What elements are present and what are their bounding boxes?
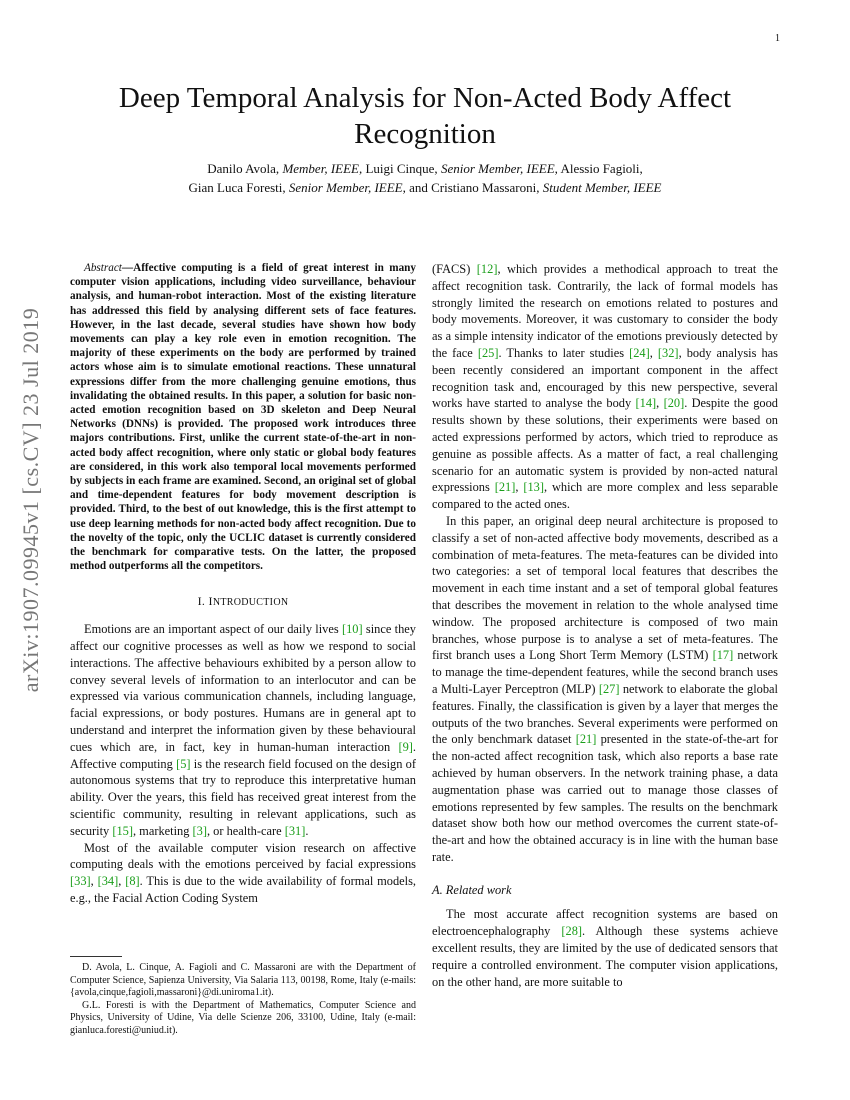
- left-column: [70, 261, 416, 907]
- citation-link[interactable]: [9]: [398, 739, 413, 754]
- citation-link[interactable]: [32]: [657, 345, 679, 360]
- text-span: ,: [90, 874, 98, 889]
- citation-link[interactable]: [3]: [192, 823, 207, 838]
- citation-link[interactable]: [13]: [523, 480, 544, 495]
- text-span: The most accurate affect recognition systems are based on electroencephalography: [432, 907, 778, 939]
- citation-link[interactable]: [31]: [284, 823, 306, 838]
- author-affiliation: Member, IEEE,: [282, 161, 363, 176]
- citation-link[interactable]: [10]: [341, 622, 363, 637]
- text-span: (FACS): [432, 262, 477, 276]
- author-affiliation: Student Member, IEEE: [542, 180, 662, 195]
- citation-link[interactable]: [15]: [112, 823, 133, 838]
- text-span: Most of the available computer vision research on affective computing deals with the emotions perceived by facial expressions: [70, 840, 416, 872]
- citation-link[interactable]: [8]: [125, 874, 140, 889]
- text-span: Luigi Cinque,: [362, 161, 441, 176]
- citation-link[interactable]: [5]: [176, 756, 191, 771]
- text-span: Gian Luca Foresti,: [188, 180, 289, 195]
- author-line-1: [80, 159, 770, 178]
- text-span: . Affective computing: [70, 739, 416, 771]
- text-span: . Thanks to later studies: [498, 345, 630, 360]
- text-span: presented in the state-of-the-art for the non-acted affect recognition task, which also reports a base rate achieved by human observers. In the network training phase, a data augmentation phase was carried out to manage those classes of emotions represented by few samples. The results on the benchmark dataset show both how our method overcomes the current state-of-the-art and how the obtained accuracy is in line with the human base rate.: [432, 732, 778, 864]
- author-line-2: [80, 178, 770, 197]
- text-span: , marketing: [132, 823, 193, 838]
- text-span: , body analysis has been recently considered an important component in the affect recognition task and, encouraged by this new perspective, several works have started to analyse the body: [432, 345, 778, 411]
- text-span: . Despite the good results shown by these solutions, their experiments were based on acted expressions performed by actors, which tried to reproduce as genuine as possible affects. As a matter of fact, a real challenging scenario for an automatic system is provided by non-acted natural expressions: [432, 396, 778, 495]
- text-span: In this paper, an original deep neural architecture is proposed to classify a set of non-acted affective body movements, described as a combination of meta-features. The meta-features can be divided into two categories: a set of temporal local features that describes the movement in each time instant and a set of temporal global features that describes the movement in relation to the whole analysed time window. The proposed architecture is composed of two main branches, whose purpose is to analyse a set of meta-features. The first branch uses a Long Short Term Memory (LSTM): [432, 513, 778, 663]
- text-span: ,: [656, 396, 664, 411]
- citation-link[interactable]: [21]: [575, 732, 597, 747]
- introduction-body: [70, 621, 416, 907]
- text-span: , which provides a methodical approach to treat the affect recognition task. Contrarily, the lack of formal models has strongly limited the research on emotions related to postures and body movements. Moreover, it was customary to consider the body as a simple intensity indicator of the emotions previously detected by the face: [432, 262, 778, 360]
- paper-title: Deep Temporal Analysis for Non-Acted Body Affect Recognition: [118, 82, 732, 150]
- abstract-text: —Affective computing is a field of great interest in many computer vision applications, including video surveillance, behaviour analysis, and human-robot interaction. Most of the existing literature has addressed this field by analysing different sets of face features. However, in the last decade, several studies have shown how body movements can play a key role even in emotion recognition. The majority of these experiments on the body are performed by trained actors whose aim is to simulate emotional reactions. These unnatural expressions differ from the more challenging genuine emotions, thus invalidating the obtained results. In this paper, a solution for basic non-acted emotion recognition based on 3D skeleton and Deep Neural Networks (DNNs) is provided. The proposed work introduces three majors contributions. First, unlike the current state-of-the-art in non-acted body affect recognition, where only static or global body features are considered, in this work also temporal local movements performed by subjects in each frame are examined. Second, an original set of global and time-dependent features for body movement description is provided. Third, to the best of out knowledge, this is the first attempt to use deep learning methods for non-acted body affect recognition. Due to the novelty of the topic, only the UCLIC dataset is currently considered the benchmark for comparative tests. On the latter, the proposed method outperforms all the competitors.: [70, 262, 416, 573]
- footnote: G.L. Foresti is with the Department of Mathematics, Computer Science and Physics, University of Udine, Via delle Scienze 206, 33100, Udine, Italy (e-mail: gianluca.foresti@uniud.it).: [70, 999, 416, 1036]
- text-span: . Although these systems achieve excellent results, they are limited by the use of dedicated sensors that require a controlled environment. The computer vision applications, on the other hand, are more suitable to: [432, 924, 778, 989]
- text-span: network to manage the time-dependent features, while the second branch uses a Multi-Layer Perceptron (MLP): [432, 648, 779, 696]
- citation-link[interactable]: [27]: [598, 681, 620, 696]
- related-work-body: [432, 906, 778, 990]
- abstract-label: Abstract: [84, 262, 122, 274]
- text-span: .: [305, 823, 309, 838]
- text-span: and Cristiano Massaroni,: [405, 180, 543, 195]
- author-list: [80, 159, 770, 197]
- citation-link[interactable]: [14]: [635, 396, 657, 411]
- text-span: Alessio Fagioli,: [557, 161, 643, 176]
- section-heading-introduction: I. INTRODUCTION: [197, 594, 289, 609]
- citation-link[interactable]: [12]: [476, 262, 498, 276]
- right-column: [432, 261, 778, 990]
- text-span: ,: [118, 874, 126, 889]
- footnote-rule: [70, 956, 122, 957]
- citation-link[interactable]: [34]: [97, 874, 119, 889]
- arxiv-stamp: [6, 300, 56, 700]
- paragraph: [70, 621, 416, 839]
- author-affiliation: Senior Member, IEEE,: [288, 180, 406, 195]
- text-span: since they affect our cognitive processes as well as how we respond to social interactions. The affective behaviours exhibited by a person allow to convey several levels of information to an interlocutor and can be expressed via various communication channels, including language, facial expressions, or body postures. Humans are in general apt to understand and interpret the information given by these behavioural cues which are, in fact, key in human-human interaction: [70, 622, 416, 754]
- page-number: 1: [775, 33, 780, 44]
- abstract: [70, 261, 416, 573]
- text-span: . This is due to the wide availability of formal models, e.g., the Facial Action Coding System: [70, 874, 417, 906]
- introduction-body-continued: [432, 261, 778, 866]
- citation-link[interactable]: [25]: [477, 345, 499, 360]
- footnote: D. Avola, L. Cinque, A. Fagioli and C. Massaroni are with the Department of Computer Science, Sapienza University, Via Salaria 113, 00198, Rome, Italy (e-mails: {avola,cinque,fagioli,massaroni}@di.uniroma1.it).: [70, 962, 416, 998]
- citation-link[interactable]: [28]: [561, 924, 583, 939]
- paragraph: [432, 906, 778, 990]
- citation-link[interactable]: [21]: [494, 480, 516, 495]
- footnotes: [70, 962, 416, 1037]
- paragraph: [432, 261, 778, 513]
- text-span: ,: [515, 480, 524, 495]
- text-span: Emotions are an important aspect of our daily lives: [84, 622, 342, 637]
- text-span: , which are more complex and less separable compared to the acted ones.: [432, 480, 778, 512]
- paragraph: [70, 840, 416, 907]
- arxiv-id: arXiv:1907.09945v1 [cs.CV] 23 Jul 2019: [18, 307, 43, 693]
- paragraph: [432, 513, 778, 866]
- text-span: is the research field focused on the design of autonomous systems that try to reproduce this interpretative human ability. Over the years, this field has received great interest from the scientific community, resulting in relevant applications, such as security: [70, 756, 416, 838]
- text-span: network to elaborate the global features. Finally, the classification is given by a layer that merges the outputs of the two branches. Several experiments were performed on the only benchmark dataset: [432, 681, 778, 747]
- citation-link[interactable]: [24]: [629, 345, 650, 360]
- citation-link[interactable]: [33]: [70, 874, 91, 889]
- citation-link[interactable]: [20]: [663, 396, 685, 411]
- text-span: ,: [649, 345, 658, 360]
- text-span: Danilo Avola,: [207, 161, 283, 176]
- subsection-heading-related-work: A. Related work: [432, 882, 512, 897]
- text-span: , or health-care: [206, 823, 285, 838]
- citation-link[interactable]: [17]: [712, 648, 734, 663]
- author-affiliation: Senior Member, IEEE,: [440, 161, 558, 176]
